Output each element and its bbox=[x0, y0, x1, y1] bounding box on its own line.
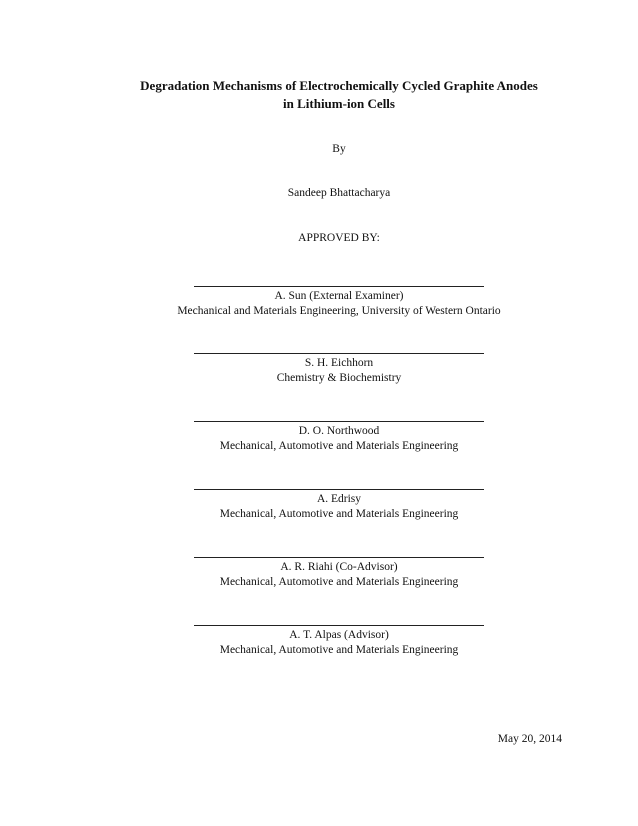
approver-name: D. O. Northwood bbox=[298, 425, 380, 437]
approver-department: Chemistry & Biochemistry bbox=[276, 372, 402, 384]
author-name: Sandeep Bhattacharya bbox=[287, 187, 391, 199]
approver-block bbox=[0, 557, 638, 590]
signature-line bbox=[194, 421, 484, 422]
approver-name: A. Sun (External Examiner) bbox=[274, 290, 404, 302]
signature-line bbox=[194, 353, 484, 354]
approved-by-label: APPROVED BY: bbox=[298, 232, 380, 244]
approver-name: A. T. Alpas (Advisor) bbox=[289, 629, 389, 641]
approver-name: A. Edrisy bbox=[316, 493, 362, 505]
thesis-title-line-2: in Lithium-ion Cells bbox=[283, 96, 395, 111]
by-label: By bbox=[332, 143, 346, 155]
approver-department: Mechanical, Automotive and Materials Engineering bbox=[219, 644, 459, 656]
thesis-title bbox=[0, 77, 638, 113]
signature-line bbox=[194, 557, 484, 558]
approver-department: Mechanical and Materials Engineering, University of Western Ontario bbox=[177, 305, 501, 317]
approver-name: A. R. Riahi (Co-Advisor) bbox=[280, 561, 398, 573]
signature-line bbox=[194, 286, 484, 287]
approver-block bbox=[0, 489, 638, 522]
signature-line bbox=[194, 625, 484, 626]
approver-department: Mechanical, Automotive and Materials Engineering bbox=[219, 576, 459, 588]
signature-line bbox=[194, 489, 484, 490]
approver-block bbox=[0, 286, 638, 319]
approver-department: Mechanical, Automotive and Materials Engineering bbox=[219, 440, 459, 452]
approver-block bbox=[0, 353, 638, 386]
approver-name: S. H. Eichhorn bbox=[304, 357, 374, 369]
approver-department: Mechanical, Automotive and Materials Engineering bbox=[219, 508, 459, 520]
approver-block bbox=[0, 421, 638, 454]
approval-date: May 20, 2014 bbox=[497, 733, 562, 745]
thesis-title-line-1: Degradation Mechanisms of Electrochemically Cycled Graphite Anodes bbox=[140, 78, 538, 93]
approver-block bbox=[0, 625, 638, 658]
